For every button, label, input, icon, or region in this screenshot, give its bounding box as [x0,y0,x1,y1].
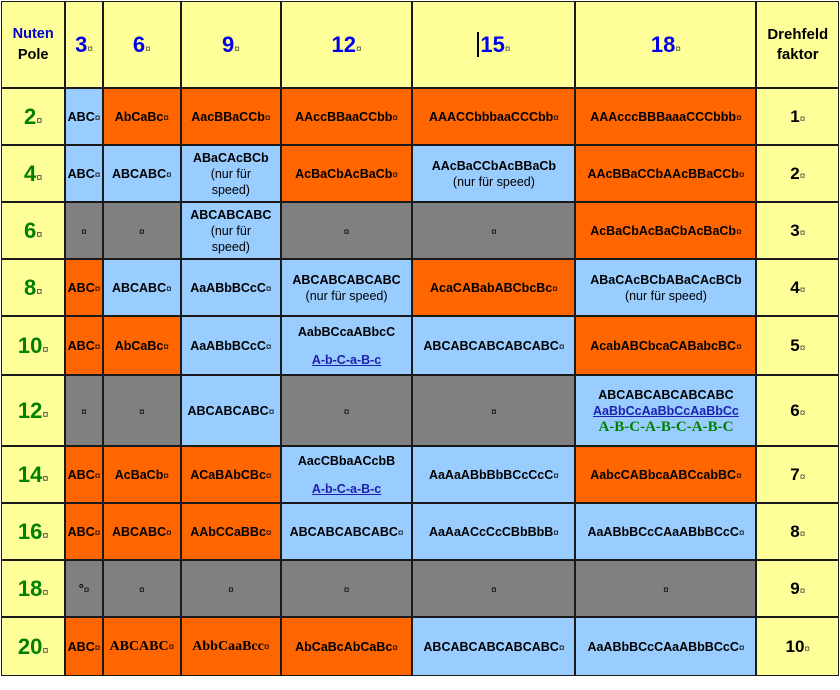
winding-pattern: ABCABCABCABCABC [598,387,734,402]
winding-note: AaBbCcAaBbCcAaBbCc [592,403,739,418]
winding-cell: ABCABCABCABCABC¤ [412,316,575,375]
winding-cell: AacBBaCCb¤ [181,88,281,145]
winding-cell: ABCABCABCABCABC¤ [412,617,575,676]
slot-header-3: 3¤ [65,1,102,88]
rotating-field-factor-cell: 4¤ [756,259,839,316]
winding-pattern: AaABbBCcC [190,280,266,295]
winding-pattern: ABC [67,109,95,124]
table-row [1,375,839,446]
winding-cell: ABCABCABC¤ [181,375,281,446]
winding-pattern: ABC [67,280,95,295]
rotating-field-factor-cell: 2¤ [756,145,839,202]
winding-cell: AAccBBaaCCbb¤ [281,88,413,145]
winding-pattern: AAcBBaCCbAAcBBaCCb [587,166,739,181]
rotating-field-factor-cell: 9¤ [756,560,839,617]
table-row [1,259,839,316]
winding-pattern: ABaCAcBCbABaCAcBCb [590,272,742,287]
pole-count-cell: 8¤ [1,259,65,316]
rotating-field-factor-cell: 3¤ [756,202,839,259]
table-row [1,560,839,617]
winding-cell: ¤ [103,202,181,259]
winding-pattern: AcabABCbcaCABabcBC [590,338,737,353]
winding-pattern: AbbCaaBcc [192,638,264,654]
winding-pattern: ABC [67,639,95,654]
winding-cell: AbbCaaBcc¤ [181,617,281,676]
winding-pattern: AbCaBc [114,109,164,124]
pole-count-cell: 18¤ [1,560,65,617]
winding-cell: ¤ [65,202,102,259]
winding-cell: AbCaBc¤ [103,88,181,145]
winding-cell: ABCABC¤ [103,145,181,202]
winding-pattern: AAAcccBBBaaaCCCbbb [590,109,737,124]
winding-pattern: ABaCAcBCb [192,150,269,165]
winding-cell: AaABbBCcCAaABbBCcC¤ [575,503,756,560]
winding-pattern: ABCABCABCABC [289,524,398,539]
table-row [1,617,839,676]
winding-cell: ¤ [412,202,575,259]
pole-count-cell: 2¤ [1,88,65,145]
table-row [1,316,839,375]
slot-header-18: 18¤ [575,1,756,88]
winding-cell: ¤ [412,560,575,617]
pole-count-cell: 6¤ [1,202,65,259]
winding-note: (nur für [210,166,251,181]
poles-label: Pole [17,46,49,63]
winding-pattern: AaABbBCcC [190,338,266,353]
winding-cell: ¤ [65,375,102,446]
rotating-field-factor-cell: 10¤ [756,617,839,676]
winding-pattern: AacCBbaACcbB [297,453,396,468]
winding-cell: ABC¤ [65,259,102,316]
winding-cell: ABCABC¤ [103,503,181,560]
pole-count-cell: 12¤ [1,375,65,446]
slot-header-6: 6¤ [103,1,181,88]
winding-pattern: AaABbBCcCAaABbBCcC [587,639,739,654]
winding-note: (nur für speed) [452,174,535,189]
winding-pattern: ABCABCABC [187,403,269,418]
winding-cell [281,446,413,503]
winding-pattern: ABC [67,467,95,482]
winding-note: speed) [211,182,250,197]
winding-pattern: AacBBaCCb [191,109,265,124]
winding-pattern: AaABbBCcCAaABbBCcC [587,524,739,539]
winding-cell: AAbCCaBBc¤ [181,503,281,560]
winding-cell: AcBaCbAcBaCbAcBaCb¤ [575,202,756,259]
rotating-field-factor-cell: 8¤ [756,503,839,560]
winding-note: (nur für speed) [624,288,707,303]
winding-cell: ABCABCABCABC¤ [281,503,413,560]
table-row [1,446,839,503]
winding-cell: AaAaACcCcCBbBbB¤ [412,503,575,560]
rotating-field-factor-cell: 1¤ [756,88,839,145]
winding-pattern: ABCABCABCABC [292,272,401,287]
pole-count-cell: 14¤ [1,446,65,503]
winding-cell: ¤ [575,560,756,617]
winding-cell: AAcBBaCCbAAcBBaCCb¤ [575,145,756,202]
slots-label: Nuten [12,25,54,42]
winding-pattern: ABC [67,338,95,353]
pole-count-cell: 4¤ [1,145,65,202]
winding-cell: ABC¤ [65,446,102,503]
winding-pattern: AaAaACcCcCBbBbB [428,524,554,539]
winding-cell: ¤ [103,560,181,617]
winding-pattern: ABCABC [111,280,167,295]
winding-pattern: AcBaCb [114,467,164,482]
winding-cell: AcabABCbcaCABabcBC¤ [575,316,756,375]
winding-cell: ¤ [281,375,413,446]
winding-pattern: ABCABC [109,638,169,654]
winding-pattern: AAbCCaBBc [190,524,266,539]
winding-table [1,1,839,676]
winding-pattern: ABCABC [111,524,167,539]
winding-cell: AAAcccBBBaaaCCCbbb¤ [575,88,756,145]
winding-cell [281,259,413,316]
winding-pattern: AabBCcaABbcC [297,324,396,339]
corner-cell [1,1,65,88]
pole-count-cell: 20¤ [1,617,65,676]
winding-pattern: ABC [67,166,95,181]
winding-pattern: ABCABCABC [190,207,272,222]
winding-cell: AaABbBCcC¤ [181,259,281,316]
winding-cell [181,145,281,202]
winding-cell: ¤ [281,560,413,617]
winding-cell: AaAaABbBbBCcCcC¤ [412,446,575,503]
winding-note: A-B-C-A-B-C-A-B-C [598,418,734,435]
rotating-field-factor-cell: 7¤ [756,446,839,503]
winding-cell: ACaBAbCBc¤ [181,446,281,503]
winding-pattern: AabcCABbcaABCcabBC [590,467,737,482]
winding-pattern: ABCABCABCABCABC [423,338,559,353]
winding-note: (nur für [210,223,251,238]
winding-cell: ABC¤ [65,316,102,375]
winding-cell: AbCaBc¤ [103,316,181,375]
table-row [1,202,839,259]
winding-cell [181,202,281,259]
winding-pattern: AcaCABabABCbcBc [430,280,553,295]
winding-cell: ¤ [281,202,413,259]
winding-cell [575,259,756,316]
winding-cell: AaABbBCcC¤ [181,316,281,375]
winding-note: (nur für speed) [305,288,388,303]
winding-pattern: ABCABCABCABCABC [423,639,559,654]
factor-header: Drehfeld faktor [756,1,839,88]
winding-pattern: AAACCbbbaaCCCbb [428,109,554,124]
winding-cell: AabcCABbcaABCcabBC¤ [575,446,756,503]
winding-cell: ABC¤ [65,145,102,202]
winding-cell: ABC¤ [65,617,102,676]
winding-note: A-b-C-a-B-c [311,352,382,367]
winding-cell: ABC¤ [65,88,102,145]
winding-cell: AcaCABabABCbcBc¤ [412,259,575,316]
winding-note: speed) [211,239,250,254]
winding-cell: AcBaCb¤ [103,446,181,503]
table-row [1,503,839,560]
rotating-field-factor-cell: 6¤ [756,375,839,446]
winding-cell [281,316,413,375]
slot-header-9: 9¤ [181,1,281,88]
winding-note: A-b-C-a-B-c [311,481,382,496]
slot-header-12: 12¤ [281,1,413,88]
winding-cell: ABC¤ [65,503,102,560]
table-row [1,88,839,145]
winding-cell: AcBaCbAcBaCb¤ [281,145,413,202]
winding-cell [575,375,756,446]
winding-cell: AAACCbbbaaCCCbb¤ [412,88,575,145]
rotating-field-factor-cell: 5¤ [756,316,839,375]
winding-cell [412,145,575,202]
winding-cell: AbCaBcAbCaBc¤ [281,617,413,676]
winding-pattern: AaAaABbBbBCcCcC [428,467,554,482]
winding-pattern: AAccBBaaCCbb [295,109,393,124]
winding-cell: ABCABC¤ [103,617,181,676]
pole-count-cell: 16¤ [1,503,65,560]
winding-pattern: ABC [67,524,95,539]
slot-header-15: 15¤ [412,1,575,88]
winding-pattern: AAcBaCCbAcBBaCb [431,158,557,173]
winding-pattern: AbCaBc [114,338,164,353]
winding-cell: ¤ [181,560,281,617]
winding-cell: AaABbBCcCAaABbBCcC¤ [575,617,756,676]
winding-pattern: AbCaBcAbCaBc [295,639,393,654]
winding-cell: ABCABC¤ [103,259,181,316]
winding-pattern: AcBaCbAcBaCbAcBaCb [590,223,737,238]
winding-cell: ¤ [412,375,575,446]
winding-pattern: AcBaCbAcBaCb [295,166,393,181]
pole-count-cell: 10¤ [1,316,65,375]
winding-pattern: ° [78,581,84,596]
winding-pattern: ACaBAbCBc [190,467,266,482]
header-row [1,1,839,88]
winding-cell: °¤ [65,560,102,617]
winding-cell: ¤ [103,375,181,446]
table-row [1,145,839,202]
winding-pattern: ABCABC [111,166,167,181]
